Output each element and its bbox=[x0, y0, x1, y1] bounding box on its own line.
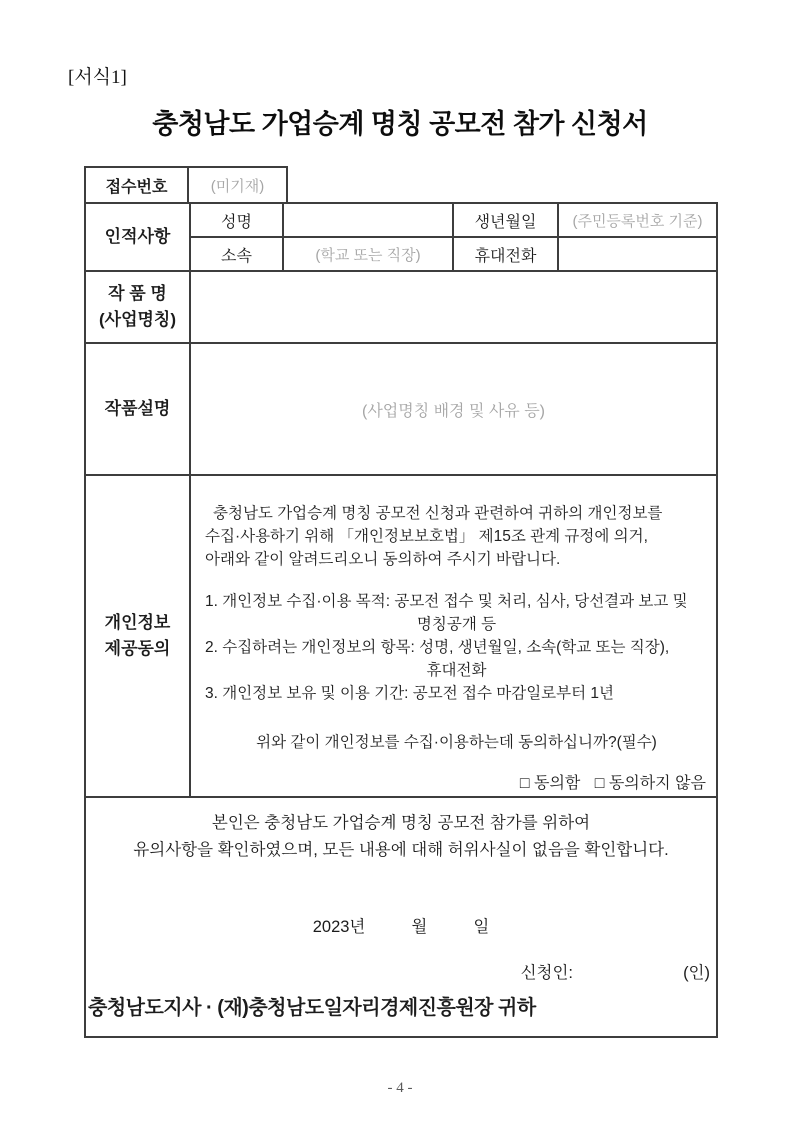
page-title: 충청남도 가업승계 명칭 공모전 참가 신청서 bbox=[152, 109, 648, 139]
consent-item-1: 1. 개인정보 수집·이용 목적: 공모전 접수 및 처리, 심사, 당선결과 보고 및 bbox=[205, 593, 688, 610]
declaration-date-line bbox=[86, 913, 716, 937]
name-label: 성명 bbox=[191, 204, 284, 236]
checkbox-disagree: □ 동의하지 않음 bbox=[594, 775, 706, 792]
receipt-number-value: (미기재) bbox=[210, 177, 265, 195]
artwork-description-row bbox=[86, 344, 716, 476]
declaration-line-2: 유의사항을 확인하였으며, 모든 내용에 대해 허위사실이 없음을 확인합니다. bbox=[133, 841, 669, 859]
personal-info-section-label: 인적사항 bbox=[86, 204, 191, 270]
recipient-line: 충청남도지사 · (재)충청남도일자리경제진흥원장 귀하 bbox=[88, 997, 536, 1019]
consent-question: 위와 같이 개인정보를 수집·이용하는데 동의하십니까?(필수) bbox=[256, 734, 657, 751]
phone-value-cell bbox=[559, 238, 716, 270]
consent-checkbox-group bbox=[205, 772, 708, 795]
receipt-number-label: 접수번호 bbox=[86, 168, 189, 202]
form-tag: [서식1] bbox=[68, 67, 127, 88]
artwork-title-label-line2: (사업명칭) bbox=[98, 310, 176, 329]
consent-item-2: 2. 수집하려는 개인정보의 항목: 성명, 생년월일, 소속(학교 또는 직장), bbox=[205, 639, 670, 656]
artwork-title-row bbox=[86, 272, 716, 344]
artwork-title-value-cell bbox=[191, 272, 716, 342]
applicant-label: 신청인: bbox=[520, 964, 573, 982]
phone-label: 휴대전화 bbox=[454, 238, 559, 270]
personal-info-row bbox=[86, 204, 716, 272]
privacy-consent-body bbox=[191, 476, 716, 796]
application-form-table bbox=[84, 202, 718, 1038]
personal-info-subrow-1 bbox=[191, 204, 716, 238]
consent-item-2-continuation: 휴대전화 bbox=[426, 662, 487, 679]
signature-line bbox=[86, 959, 716, 983]
date-month: 월 bbox=[411, 918, 428, 936]
seal-mark: (인) bbox=[683, 964, 710, 982]
privacy-consent-label-line2: 제공동의 bbox=[104, 639, 171, 658]
artwork-title-label bbox=[86, 272, 191, 342]
receipt-number-row bbox=[84, 166, 288, 204]
consent-item-3: 3. 개인정보 보유 및 이용 기간: 공모전 접수 마감일로부터 1년 bbox=[205, 685, 614, 702]
consent-intro-line-2: 수집·사용하기 위해 「개인정보보호법」 제15조 관계 규정에 의거, bbox=[205, 528, 648, 545]
consent-intro-line-3: 아래와 같이 알려드리오니 동의하여 주시기 바랍니다. bbox=[205, 551, 561, 568]
consent-item-list bbox=[205, 590, 708, 705]
artwork-title-label-line1: 작 품 명 bbox=[108, 284, 167, 303]
checkbox-agree: □ 동의함 bbox=[519, 775, 581, 792]
consent-item-1-continuation: 명칭공개 등 bbox=[416, 616, 497, 633]
birthdate-placeholder: (주민등록번호 기준) bbox=[572, 212, 703, 230]
consent-intro-line-1: 충청남도 가업승계 명칭 공모전 신청과 관련하여 귀하의 개인정보를 bbox=[213, 505, 663, 522]
birthdate-label: 생년월일 bbox=[454, 204, 559, 236]
page-number: - 4 - bbox=[387, 1080, 413, 1096]
date-year: 2023년 bbox=[312, 918, 366, 936]
personal-info-subrow-2 bbox=[191, 238, 716, 270]
privacy-consent-label-line1: 개인정보 bbox=[104, 613, 171, 632]
declaration-row bbox=[86, 798, 716, 1036]
artwork-description-placeholder: (사업명칭 배경 및 사유 등) bbox=[362, 402, 545, 420]
affiliation-label: 소속 bbox=[191, 238, 284, 270]
date-day: 일 bbox=[473, 918, 490, 936]
personal-info-grid bbox=[191, 204, 716, 270]
name-value-cell bbox=[284, 204, 454, 236]
declaration-line-1: 본인은 충청남도 가업승계 명칭 공모전 참가를 위하여 bbox=[211, 814, 591, 832]
affiliation-placeholder: (학교 또는 직장) bbox=[284, 238, 454, 270]
privacy-consent-section-label bbox=[86, 476, 191, 796]
privacy-consent-row bbox=[86, 476, 716, 798]
artwork-description-label: 작품설명 bbox=[86, 344, 191, 474]
